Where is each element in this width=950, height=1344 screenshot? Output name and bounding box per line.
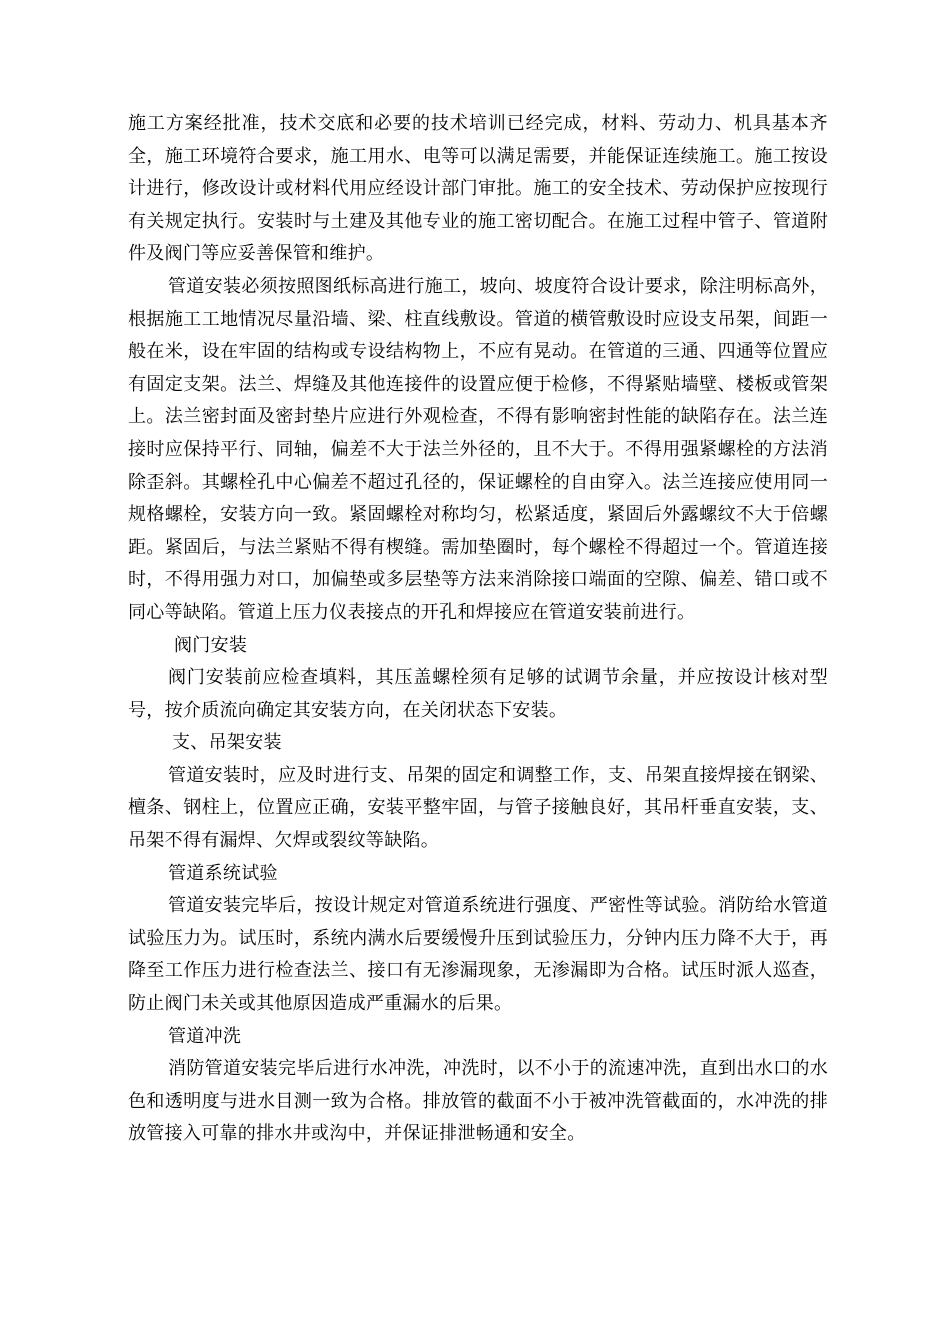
paragraph-construction-preconditions: 施工方案经批准，技术交底和必要的技术培训已经完成，材料、劳动力、机具基本齐全，施工环境符合要求，施工用水、电等可以满足需要，并能保证连续施工。施工按设计进行，修改设计或材料代用应经设计部门审批。施工的安全技术、劳动保护应按现行有关规定执行。安装时与土建及其他专业的施工密切配合。在施工过程中管子、管道附件及阀门等应妥善保管和维护。 [128, 113, 828, 265]
paragraph-support-hanger-installation: 管道安装时，应及时进行支、吊架的固定和调整工作，支、吊架直接焊接在钢梁、檀条、钢柱上，位置应正确，安装平整牢固，与管子接触良好，其吊杆垂直安装，支、吊架不得有漏焊、欠焊或裂纹等缺陷。 [128, 764, 828, 852]
heading-pipe-system-test: 管道系统试验 [168, 862, 278, 884]
paragraph-valve-installation: 阀门安装前应检查填料，其压盖螺栓须有足够的试调节余量，并应按设计核对型号，按介质流向确定其安装方向，在关闭状态下安装。 [128, 667, 828, 721]
paragraph-pipe-flushing: 消防管道安装完毕后进行水冲洗，冲洗时，以不小于的流速冲洗，直到出水口的水色和透明度与进水目测一致为合格。排放管的截面不小于被冲洗管截面的，水冲洗的排放管接入可靠的排水井或沟中，并保证排泄畅通和安全。 [128, 1058, 828, 1145]
heading-valve-installation: 阀门安装 [174, 634, 248, 656]
document-body [128, 108, 828, 1151]
paragraph-pipe-installation: 管道安装必须按照图纸标高进行施工，坡向、坡度符合设计要求，除注明标高外，根据施工工地情况尽量沿墙、梁、柱直线敷设。管道的横管敷设时应设支吊架，间距一般在米，设在牢固的结构或专设结构物上，不应有晃动。在管道的三通、四通等位置应有固定支架。法兰、焊缝及其他连接件的设置应便于检修，不得紧贴墙壁、楼板或管架上。法兰密封面及密封垫片应进行外观检查，不得有影响密封性能的缺陷存在。法兰连接时应保持平行、同轴，偏差不大于法兰外径的，且不大于。不得用强紧螺栓的方法消除歪斜。其螺栓孔中心偏差不超过孔径的，保证螺栓的自由穿入。法兰连接应使用同一规格螺栓，安装方向一致。紧固螺栓对称均匀，松紧适度，紧固后外露螺纹不大于倍螺距。紧固后，与法兰紧贴不得有楔缝。需加垫圈时，每个螺栓不得超过一个。管道连接时，不得用强力对口，加偏垫或多层垫等方法来消除接口端面的空隙、偏差、错口或不同心等缺陷。管道上压力仪表接点的开孔和焊接应在管道安装前进行。 [128, 275, 828, 623]
heading-support-hanger-installation: 支、吊架安装 [172, 732, 282, 754]
heading-pipe-flushing: 管道冲洗 [168, 1025, 242, 1047]
paragraph-pipe-system-test: 管道安装完毕后，按设计规定对管道系统进行强度、严密性等试验。消防给水管道试验压力为。试压时，系统内满水后要缓慢升压到试验压力，分钟内压力降不大于，再降至工作压力进行检查法兰、接口有无渗漏现象，无渗漏即为合格。试压时派人巡查，防止阀门未关或其他原因造成严重漏水的后果。 [128, 895, 828, 1015]
